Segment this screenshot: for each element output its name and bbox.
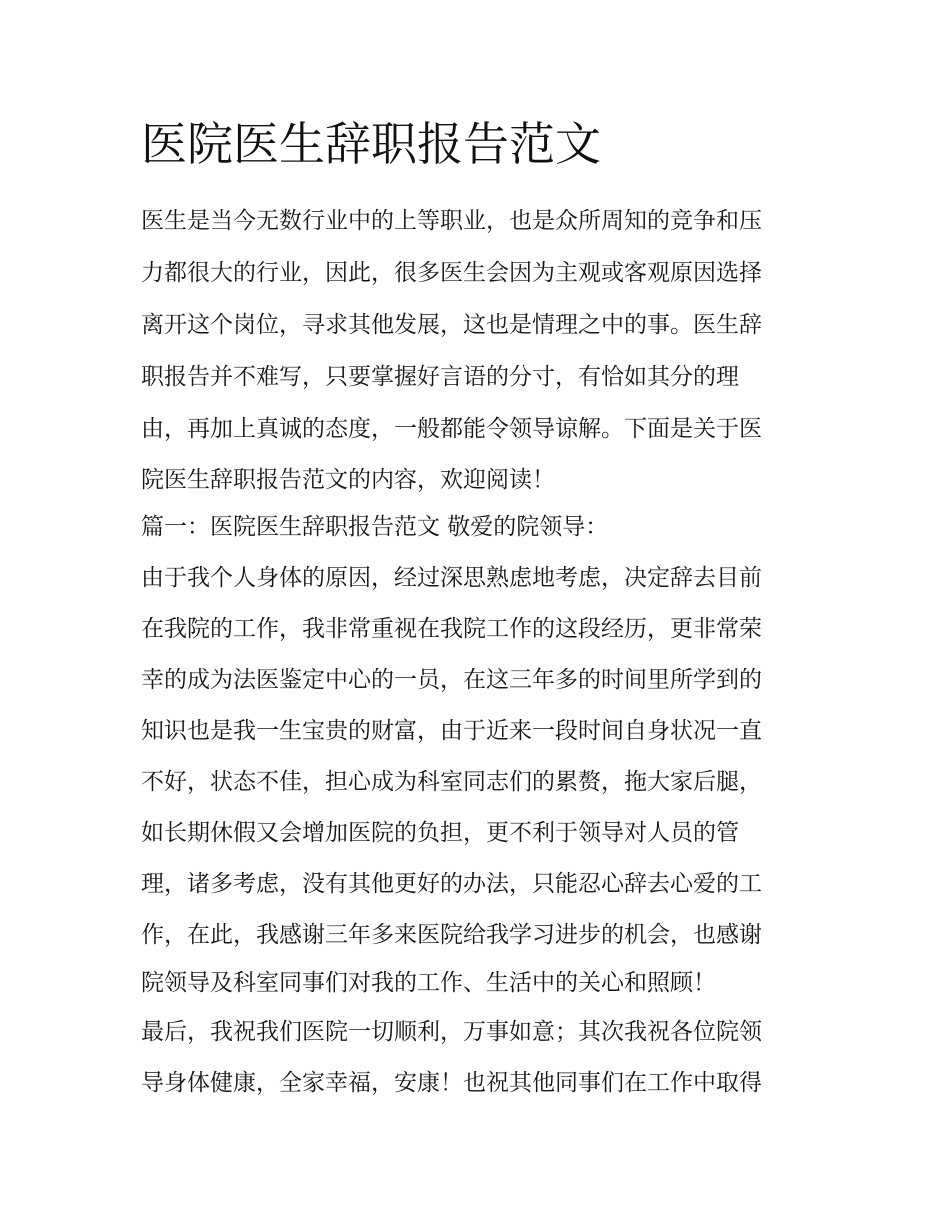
- text-line: 理，诸多考虑，没有其他更好的办法，只能忍心辞去心爱的工: [141, 871, 762, 897]
- text-line: 医生是当今无数行业中的上等职业，也是众所周知的竞争和压: [141, 208, 762, 234]
- section-heading-line: 篇一：医院医生辞职报告范文 敬爱的院领导：: [141, 514, 609, 540]
- text-line: 院医生辞职报告范文的内容，欢迎阅读！: [141, 467, 555, 493]
- text-line: 作，在此，我感谢三年多来医院给我学习进步的机会，也感谢: [141, 922, 762, 948]
- text-line: 院领导及科室同事们对我的工作、生活中的关心和照顾！: [141, 970, 716, 996]
- text-line: 最后，我祝我们医院一切顺利，万事如意；其次我祝各位院领: [141, 1019, 762, 1045]
- text-line: 由于我个人身体的原因，经过深思熟虑地考虑，决定辞去目前: [141, 565, 762, 591]
- text-line: 导身体健康，全家幸福，安康！也祝其他同事们在工作中取得: [141, 1070, 762, 1096]
- page-title: 医院医生辞职报告范文: [141, 117, 601, 171]
- text-line: 幸的成为法医鉴定中心的一员，在这三年多的时间里所学到的: [141, 667, 762, 693]
- text-line: 力都很大的行业，因此，很多医生会因为主观或客观原因选择: [141, 260, 762, 286]
- text-line: 知识也是我一生宝贵的财富，由于近来一段时间自身状况一直: [141, 718, 762, 744]
- text-line: 不好，状态不佳，担心成为科室同志们的累赘，拖大家后腿，: [141, 769, 762, 795]
- text-line: 在我院的工作，我非常重视在我院工作的这段经历，更非常荣: [141, 616, 762, 642]
- text-line: 离开这个岗位，寻求其他发展，这也是情理之中的事。医生辞: [141, 312, 762, 338]
- text-line: 如长期休假又会增加医院的负担，更不利于领导对人员的管: [141, 820, 739, 846]
- text-line: 职报告并不难写，只要掌握好言语的分寸，有恰如其分的理: [141, 364, 739, 390]
- text-line: 由，再加上真诚的态度，一般都能令领导谅解。下面是关于医: [141, 416, 762, 442]
